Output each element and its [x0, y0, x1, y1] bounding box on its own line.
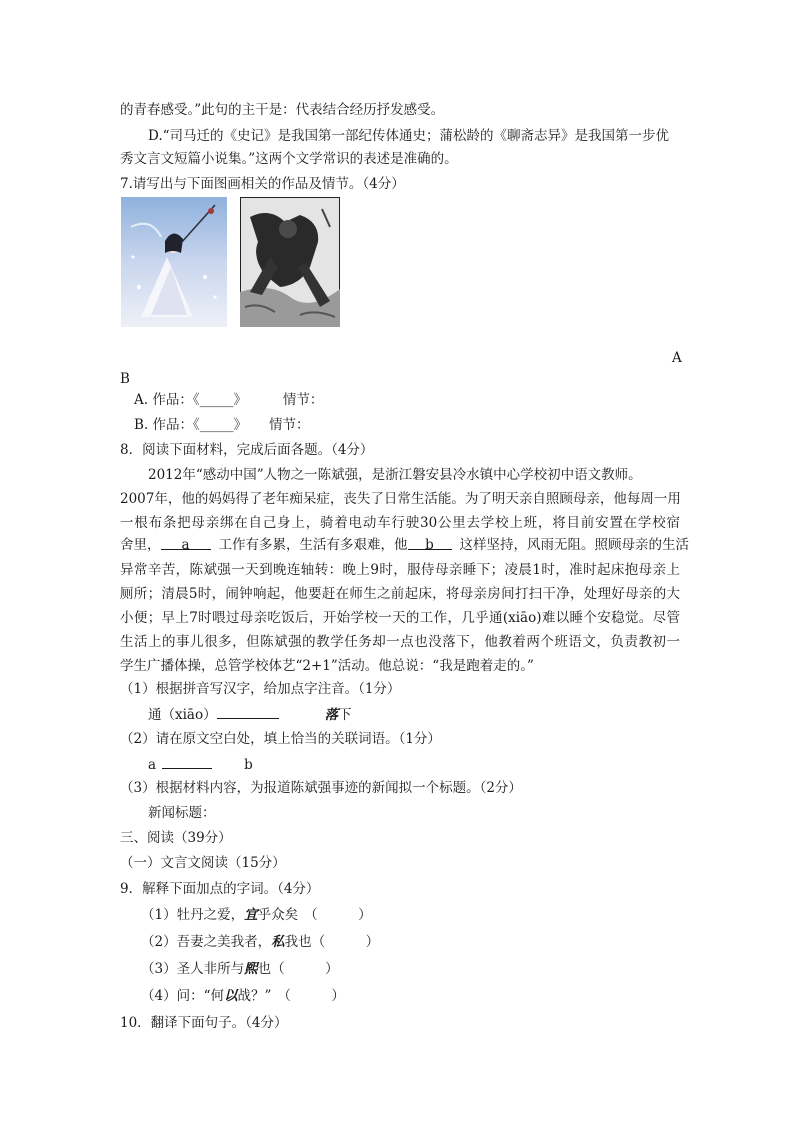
label-b: B [120, 371, 130, 387]
q8-para-line1: 2012年“感动中国”人物之一陈斌强，是浙江磐安县冷水镇中心学校初中语文教师。 [148, 467, 642, 483]
q7-row-b-prefix: B. 作品：《 [134, 417, 200, 433]
illustration-b-art [240, 197, 340, 327]
q7-stem: 7.请写出与下面图画相关的作品及情节。（4分） [120, 176, 405, 192]
q7-row-a-suffix: 》 [233, 392, 247, 408]
q7-row-b [134, 416, 310, 434]
q8-para-line3: 一根布条把母亲绑在自己身上，骑着电动车行驶30公里去学校上班，将目前安置在学校宿 [120, 515, 680, 531]
q9-item-3 [141, 960, 339, 978]
dotted-char-yi2: 以 [224, 988, 238, 1004]
q8-para-line2: 2007年，他的妈妈得了老年痴呆症，丧失了日常生活能。为了明天亲自照顾母亲，他每周一用 [120, 491, 681, 507]
q9-item-2 [141, 933, 379, 951]
q8-stem: 8．阅读下面材料，完成后面各题。（4分） [120, 442, 374, 458]
q9-stem: 9．解释下面加点的字词。（4分） [120, 881, 320, 897]
q8-para-line8: 生活上的事儿很多，但陈斌强的教学任务却一点也没落下，他教着两个班语文，负责教初一 [120, 634, 680, 650]
q8-sub1: （1）根据拼音写汉字，给加点字注音。（1分） [120, 681, 401, 697]
q8-sub2: （2）请在原文空白处，填上恰当的关联词语。（1分） [120, 731, 441, 747]
q8-para-line7: 小便；早上7时喂过母亲吃饭后，开始学校一天的工作，几乎通(xiāo)难以睡个安稳觉。尽管 [120, 610, 680, 626]
q10-stem: 10．翻译下面句子。（4分） [120, 1015, 288, 1031]
q8-sub2-a: a [148, 757, 157, 773]
illustration-a-art [121, 197, 227, 327]
option-d-line1: D.“司马迁的《史记》是我国第一部纪传体通史；蒲松龄的《聊斋志异》是我国第一步优 [148, 128, 670, 144]
q7-row-b-suffix: 》 [233, 417, 248, 433]
q8-sub3: （3）根据材料内容，为报道陈斌强事迹的新闻拟一个标题。（2分） [120, 780, 522, 796]
q9-item-4-answer[interactable]: （ ） [277, 988, 345, 1004]
q8-para-line4-a: 舍里， [120, 537, 161, 553]
q8-sub3-answer: 新闻标题： [148, 805, 216, 821]
q9-item-4-post: 战？” [237, 988, 272, 1004]
q9-item-2-pre: （2）吾妻之美我者， [141, 934, 272, 950]
q8-sub2-b: b [244, 757, 253, 773]
q9-item-1-post: 乎众矣 [257, 907, 299, 923]
illustration-b [240, 197, 340, 327]
q9-item-1-answer[interactable]: （ ） [304, 907, 372, 923]
q8-para-line4 [120, 536, 689, 554]
q7-row-b-plot: 情节： [269, 417, 310, 433]
q9-item-4-pre: （4）问：“何 [141, 988, 224, 1004]
q8-para-line5: 异常辛苦，陈斌强一天到晚连轴转：晚上9时，服侍母亲睡下；凌晨1时，准时起床抱母亲上 [120, 562, 680, 578]
q8-para-line6: 厕所；清晨5时，闹钟响起，他要赶在师生之前起床，将母亲房间打扫干净，处理好母亲的大 [120, 586, 680, 602]
q9-item-2-answer[interactable]: （ ） [311, 934, 380, 950]
q7-row-a-plot: 情节： [282, 392, 324, 408]
q9-item-4 [141, 987, 345, 1005]
option-c-tail: 的青春感受。”此句的主干是：代表结合经历抒发感受。 [120, 102, 445, 118]
q8-para-line4-b: 工作有多累，生活有多艰难，他 [218, 537, 408, 553]
q7-row-b-blank[interactable]: _____ [199, 417, 234, 433]
q8-sub1-answers [148, 705, 352, 724]
blank-a[interactable]: a [161, 536, 211, 550]
dotted-char-si: 私 [271, 934, 285, 950]
section3-part1: （一）文言文阅读（15分） [120, 855, 286, 871]
dotted-char-yi: 宜 [244, 907, 258, 923]
section3-title: 三、阅读（39分） [120, 830, 232, 846]
q8-para-line4-c: 这样坚持，风雨无阻。照顾母亲的生活 [459, 537, 689, 553]
q9-item-1-pre: （1）牡丹之爱， [141, 907, 245, 923]
q7-row-a-prefix: A. 作品：《 [134, 392, 200, 408]
q7-row-a [134, 391, 323, 409]
q9-item-2-post: 我也 [284, 934, 312, 950]
blank-b[interactable]: b [408, 536, 452, 550]
option-d-line2: 秀文言文短篇小说集。”这两个文学常识的表述是准确的。 [120, 151, 458, 167]
q8-sub1-blank-a[interactable] [217, 705, 279, 719]
dotted-char-xi: 熙 [244, 961, 258, 977]
q8-para-line9: 学生广播体操，总管学校体艺“2+1”活动。他总说：“我是跑着走的。” [120, 658, 534, 674]
q9-item-3-answer[interactable]: （ ） [271, 961, 339, 977]
q9-item-3-pre: （3）圣人非所与 [141, 961, 245, 977]
q7-row-a-blank[interactable]: _____ [199, 392, 234, 408]
dotted-char-luo: 落 [324, 707, 339, 723]
q8-sub2-blank-a[interactable] [162, 755, 212, 769]
q8-sub1-ans-a: 通（xiāo） [148, 707, 217, 723]
q9-item-3-post: 也 [257, 961, 272, 977]
label-a: A [672, 350, 682, 366]
q9-item-1 [141, 906, 372, 924]
q8-sub1-ans-b-rest: 下 [338, 707, 352, 723]
illustration-a [121, 197, 227, 327]
q8-sub2-answers [148, 755, 253, 774]
